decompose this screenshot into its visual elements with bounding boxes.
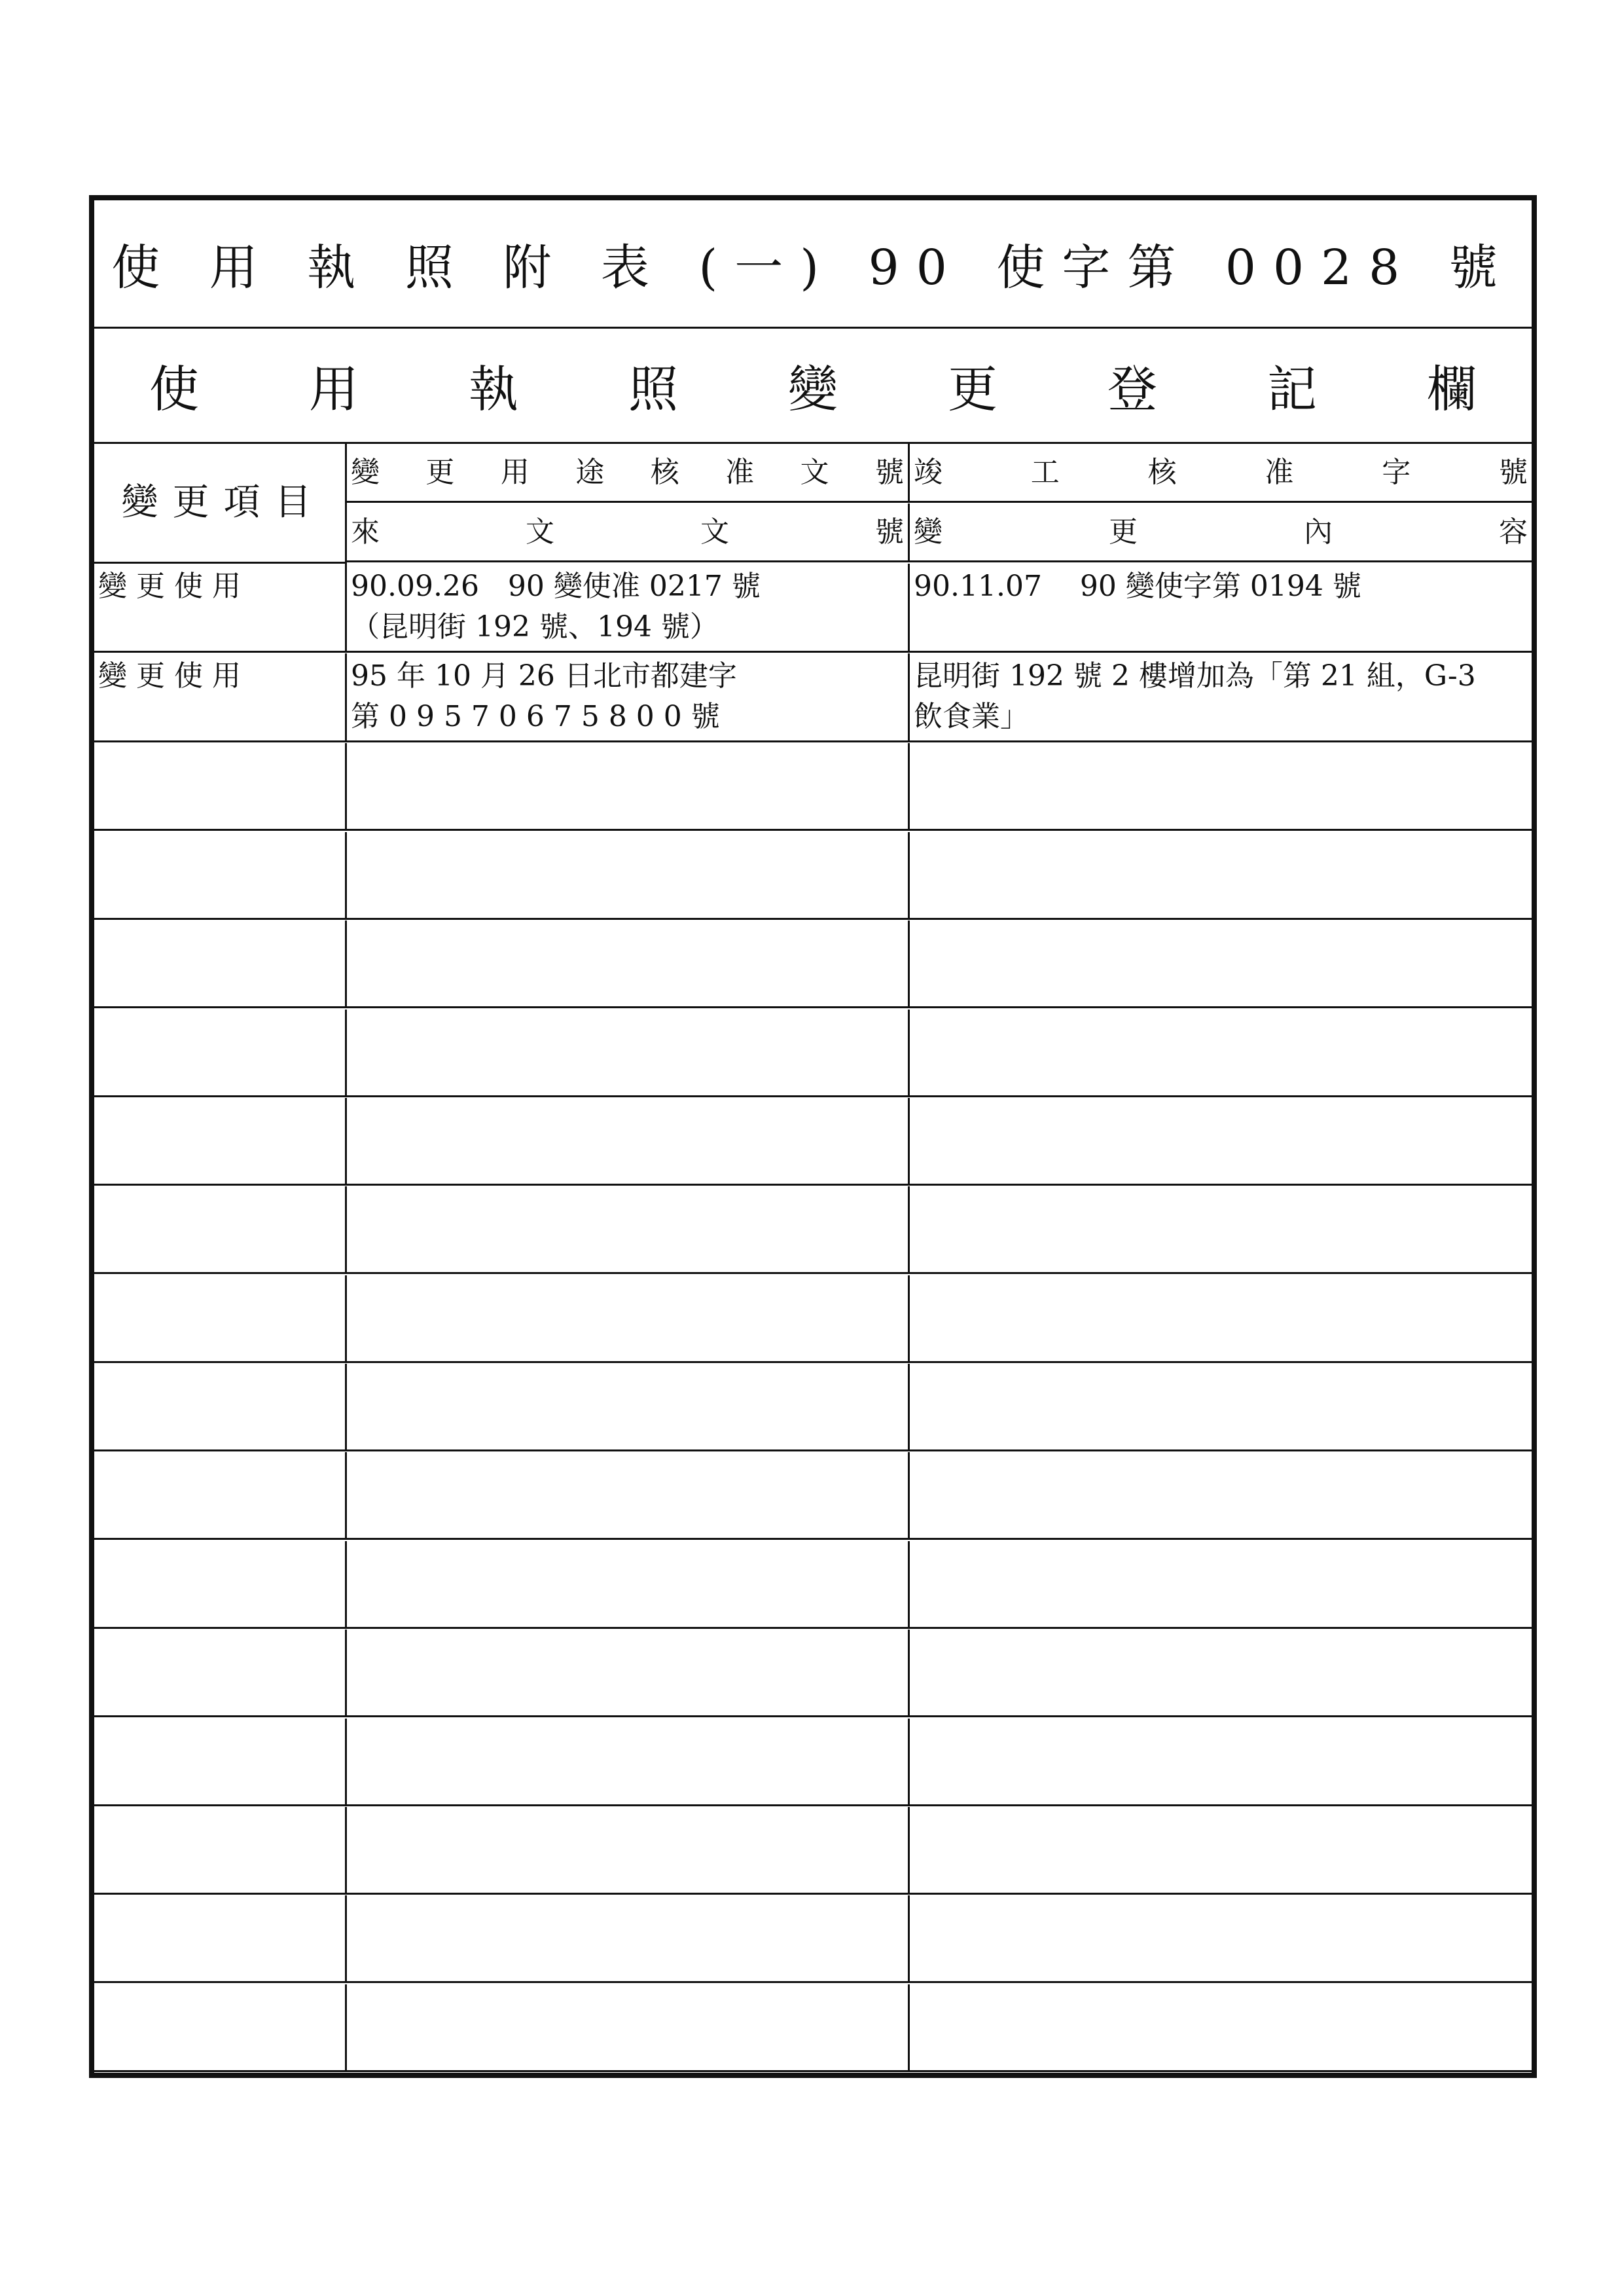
header-char: 文	[700, 515, 729, 549]
empty-doc-cell	[347, 1719, 910, 1806]
row-result-line1: 昆明街 192 號 2 樓增加為「第 21 組，G-3	[914, 659, 1476, 693]
empty-doc-cell	[347, 1275, 910, 1363]
empty-doc-cell	[347, 1364, 910, 1451]
header-char: 變	[914, 515, 943, 549]
section-title-char: 變	[788, 360, 838, 418]
empty-result-cell	[910, 920, 1532, 1008]
empty-item-cell	[94, 1275, 347, 1363]
empty-result-cell	[910, 1186, 1532, 1274]
header-char: 號	[874, 455, 904, 489]
empty-item-cell	[94, 1010, 347, 1097]
row-item: 變 更 使 用	[98, 659, 241, 693]
header-char: 工	[1030, 455, 1060, 489]
empty-doc-cell	[347, 920, 910, 1008]
empty-item-cell	[94, 1541, 347, 1629]
empty-result-cell	[910, 1895, 1532, 1983]
row-doc-line1: 90.09.26 90 變使准 0217 號	[351, 569, 761, 603]
header-char: 容	[1499, 515, 1528, 549]
header-char: 竣	[914, 455, 943, 489]
empty-result-cell	[910, 1630, 1532, 1717]
header-char: 更	[1109, 515, 1138, 549]
empty-item-cell	[94, 832, 347, 920]
empty-result-cell	[910, 1364, 1532, 1451]
row-item-cell	[94, 564, 347, 653]
empty-item-cell	[94, 1364, 347, 1451]
header-char: 號	[875, 515, 904, 549]
empty-doc-cell	[347, 1895, 910, 1983]
header-change-item: 變更項目	[94, 444, 347, 564]
header-approval-doc	[347, 444, 910, 503]
empty-result-cell	[910, 832, 1532, 920]
section-title-char: 欄	[1427, 360, 1477, 418]
empty-doc-cell	[347, 832, 910, 920]
empty-item-cell	[94, 1098, 347, 1186]
empty-result-cell	[910, 1719, 1532, 1806]
empty-doc-cell	[347, 1452, 910, 1540]
empty-doc-cell	[347, 1186, 910, 1274]
empty-result-cell	[910, 1098, 1532, 1186]
empty-doc-cell	[347, 1807, 910, 1895]
header-char: 准	[725, 455, 755, 489]
empty-doc-cell	[347, 743, 910, 831]
empty-doc-cell	[347, 1098, 910, 1186]
section-title-char: 記	[1267, 360, 1317, 418]
header-char: 文	[800, 455, 829, 489]
empty-item-cell	[94, 1452, 347, 1540]
header-char: 來	[351, 515, 380, 549]
row-doc-line2: 第 0 9 5 7 0 6 7 5 8 0 0 號	[351, 700, 720, 734]
header-char: 文	[526, 515, 554, 549]
empty-doc-cell	[347, 1630, 910, 1717]
empty-item-cell	[94, 1807, 347, 1895]
empty-result-cell	[910, 1541, 1532, 1629]
row-result-cell	[910, 564, 1532, 653]
section-title-char: 執	[469, 360, 518, 418]
empty-doc-cell	[347, 1984, 910, 2072]
empty-item-cell	[94, 1186, 347, 1274]
header-completion-no	[910, 444, 1532, 503]
empty-doc-cell	[347, 1010, 910, 1097]
header-char: 用	[500, 455, 530, 489]
header-incoming-doc-text	[351, 512, 904, 553]
empty-result-cell	[910, 1010, 1532, 1097]
header-completion-no-text	[914, 452, 1528, 493]
header-char: 號	[1498, 455, 1528, 489]
empty-item-cell	[94, 1719, 347, 1806]
header-change-content-text	[914, 512, 1528, 553]
row-doc-line1: 95 年 10 月 26 日北市都建字	[351, 659, 737, 693]
row-result-cell	[910, 653, 1532, 742]
row-result-line1: 90.11.07 90 變使字第 0194 號	[914, 569, 1361, 603]
header-approval-doc-text	[351, 452, 904, 493]
section-title-char: 照	[628, 360, 678, 418]
header-char: 更	[425, 455, 455, 489]
section-title-char: 使	[149, 360, 199, 418]
empty-item-cell	[94, 1895, 347, 1983]
section-title-char: 用	[309, 360, 359, 418]
page-title: 使 用 執 照 附 表 (一) 90 使字第 0028 號	[94, 200, 1532, 329]
row-doc-cell	[347, 564, 910, 653]
row-doc-line2: （昆明街 192 號、194 號）	[351, 610, 719, 644]
empty-result-cell	[910, 1984, 1532, 2072]
header-char: 途	[575, 455, 605, 489]
section-title	[94, 329, 1532, 444]
header-char: 核	[650, 455, 679, 489]
header-char: 字	[1382, 455, 1411, 489]
register-grid	[94, 444, 1532, 2073]
row-item: 變 更 使 用	[98, 569, 241, 603]
empty-doc-cell	[347, 1541, 910, 1629]
register-table-frame	[89, 195, 1537, 2078]
empty-result-cell	[910, 1275, 1532, 1363]
empty-result-cell	[910, 743, 1532, 831]
header-incoming-doc	[347, 503, 910, 562]
section-title-char: 登	[1107, 360, 1157, 418]
header-change-content	[910, 503, 1532, 562]
empty-result-cell	[910, 1807, 1532, 1895]
empty-result-cell	[910, 1452, 1532, 1540]
header-char: 核	[1147, 455, 1177, 489]
empty-item-cell	[94, 1984, 347, 2072]
row-item-cell	[94, 653, 347, 742]
empty-item-cell	[94, 920, 347, 1008]
section-title-char: 更	[948, 360, 998, 418]
row-doc-cell	[347, 653, 910, 742]
row-result-line2: 飲食業」	[914, 700, 1029, 734]
header-char: 准	[1265, 455, 1294, 489]
header-char: 內	[1304, 515, 1333, 549]
empty-item-cell	[94, 743, 347, 831]
empty-item-cell	[94, 1630, 347, 1717]
header-char: 變	[351, 455, 380, 489]
